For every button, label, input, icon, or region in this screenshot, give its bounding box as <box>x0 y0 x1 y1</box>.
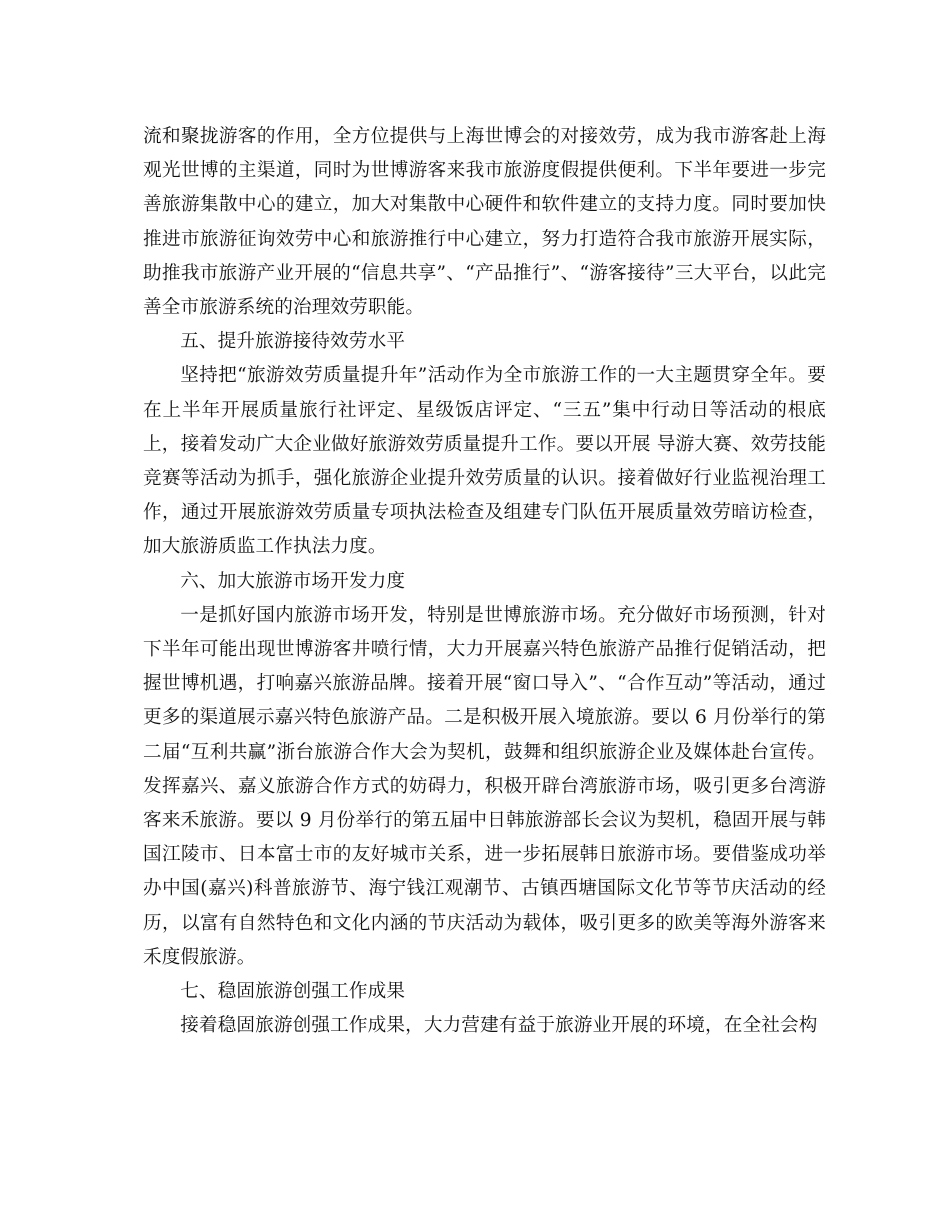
document-body <box>143 120 826 1043</box>
paragraph-service-quality: 坚持把“旅游效劳质量提升年”活动作为全市旅游工作的一大主题贯穿全年。要在上半年开展质量旅行社评定、星级饭店评定、“三五”集中行动日等活动的根底上，接着发动广大企业做好旅游效劳质量提升工作。要以开展 导游大赛、效劳技能竞赛等活动为抓手，强化旅游企业提升效劳质量的认识。接着做好行业监视治理工作，通过开展旅游效劳质量专项执法检查及组建专门队伍开展质量效劳暗访检查，加大旅游质监工作执法力度。 <box>143 365 826 558</box>
paragraph-tourism-distribution-center: 流和聚拢游客的作用，全方位提供与上海世博会的对接效劳，成为我市游客赴上海观光世博的主渠道，同时为世博游客来我市旅游度假提供便利。下半年要进一步完善旅游集散中心的建立，加大对集散中心硬件和软件建立的支持力度。同时要加快推进市旅游征询效劳中心和旅游推行中心建立，努力打造符合我市旅游开展实际，助推我市旅游产业开展的“信息共享”、“产品推行”、“游客接待”三大平台，以此完善全市旅游系统的治理效劳职能。 <box>143 126 826 319</box>
heading-section-five: 五、提升旅游接待效劳水平 <box>180 331 406 353</box>
heading-section-six: 六、加大旅游市场开发力度 <box>180 570 406 592</box>
heading-section-seven: 七、稳固旅游创强工作成果 <box>180 981 406 1003</box>
paragraph-market-development: 一是抓好国内旅游市场开发，特别是世博旅游市场。充分做好市场预测，针对下半年可能出现世博游客井喷行情，大力开展嘉兴特色旅游产品推行促销活动，把握世博机遇，打响嘉兴旅游品牌。接着开展“窗口导入”、“合作互动”等活动，通过更多的渠道展示嘉兴特色旅游产品。二是积极开展入境旅游。要以 6 月份举行的第二届“互利共赢”浙台旅游合作大会为契机，鼓舞和组织旅游企业及媒体赴台宣传。发挥嘉兴、嘉义旅游合作方式的妨碍力，积极开辟台湾旅游市场，吸引更多台湾游客来禾旅游。要以 9 月份举行的第五届中日韩旅游部长会议为契机，稳固开展与韩国江陵市、日本富士市的友好城市关系，进一步拓展韩日旅游市场。要借鉴成功举办中国(嘉兴)科普旅游节、海宁钱江观潮节、古镇西塘国际文化节等节庆活动的经历，以富有自然特色和文化内涵的节庆活动为载体，吸引更多的欧美等海外游客来禾度假旅游。 <box>143 604 826 968</box>
paragraph-consolidate-results: 接着稳固旅游创强工作成果，大力营建有益于旅游业开展的环境，在全社会构 <box>180 1015 818 1037</box>
